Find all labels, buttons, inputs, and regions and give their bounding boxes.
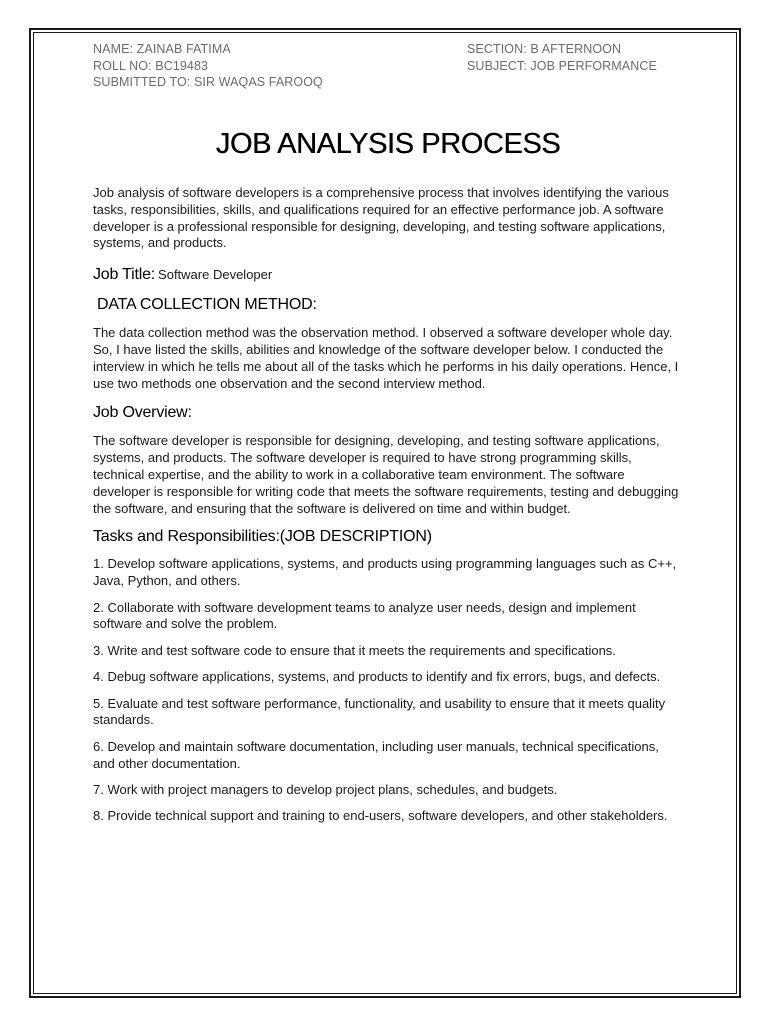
subject: SUBJECT: JOB PERFORMANCE bbox=[467, 58, 657, 73]
section: SECTION: B AFTERNOON bbox=[467, 42, 622, 56]
task-item: 1. Develop software applications, systems, and products using programming languages such as C++, Java, Python, and others. bbox=[93, 556, 677, 589]
job-title-row bbox=[93, 266, 683, 284]
student-info-left bbox=[93, 41, 323, 91]
job-overview-paragraph: The software developer is responsible for designing, developing, and testing software applications, systems, and products. The software developer is required to have strong programming skills, technical expertise, and the ability to work in a collaborative team environment. The software developer is responsible for writing code that meets the software requirements, testing and debugging the software, and ensuring that the software is delivered on time and within budget. bbox=[93, 433, 679, 516]
task-item: 7. Work with project managers to develop project plans, schedules, and budgets. bbox=[93, 781, 558, 797]
tasks-list bbox=[93, 556, 683, 825]
task-item: 6. Develop and maintain software documentation, including user manuals, technical specifications, and other documentation. bbox=[93, 738, 659, 771]
submitted-to: SUBMITTED TO: SIR WAQAS FAROOQ bbox=[93, 75, 323, 90]
student-info-header bbox=[93, 41, 683, 91]
document-title: JOB ANALYSIS PROCESS bbox=[215, 128, 561, 160]
task-item: 4. Debug software applications, systems, and products to identify and fix errors, bugs, and defects. bbox=[93, 669, 661, 685]
task-item: 5. Evaluate and test software performance, functionality, and usability to ensure that it meets quality standards. bbox=[93, 695, 666, 728]
job-overview-heading: Job Overview: bbox=[93, 404, 192, 422]
student-name: NAME: ZAINAB FATIMA bbox=[93, 42, 231, 56]
data-collection-heading: DATA COLLECTION METHOD: bbox=[97, 296, 317, 314]
intro-paragraph: Job analysis of software developers is a comprehensive process that involves identifying the various tasks, responsibilities, skills, and qualifications required for an effective performance job. A software developer is a professional responsible for designing, developing, and testing software applications, systems, and products. bbox=[93, 185, 669, 251]
task-item: 3. Write and test software code to ensure that it meets the requirements and specifications. bbox=[93, 642, 616, 658]
data-collection-paragraph: The data collection method was the observation method. I observed a software developer whole day. So, I have listed the skills, abilities and knowledge of the software developer below. I conducted the interview in which he tells me about all of the tasks which he performs in his daily operations. Hence, I use two methods one observation and the second interview method. bbox=[93, 325, 679, 391]
task-item: 2. Collaborate with software development teams to analyze user needs, design and implement software and solve the problem. bbox=[93, 599, 636, 632]
task-item: 8. Provide technical support and training to end-users, software developers, and other stakeholders. bbox=[93, 808, 668, 824]
document-content bbox=[93, 41, 683, 835]
student-info-right bbox=[467, 41, 657, 74]
job-title-value: Software Developer bbox=[158, 267, 273, 283]
job-title-label: Job Title: bbox=[93, 266, 156, 284]
roll-number: ROLL NO: BC19483 bbox=[93, 58, 209, 73]
tasks-heading: Tasks and Responsibilities:(JOB DESCRIPTION) bbox=[93, 528, 432, 546]
